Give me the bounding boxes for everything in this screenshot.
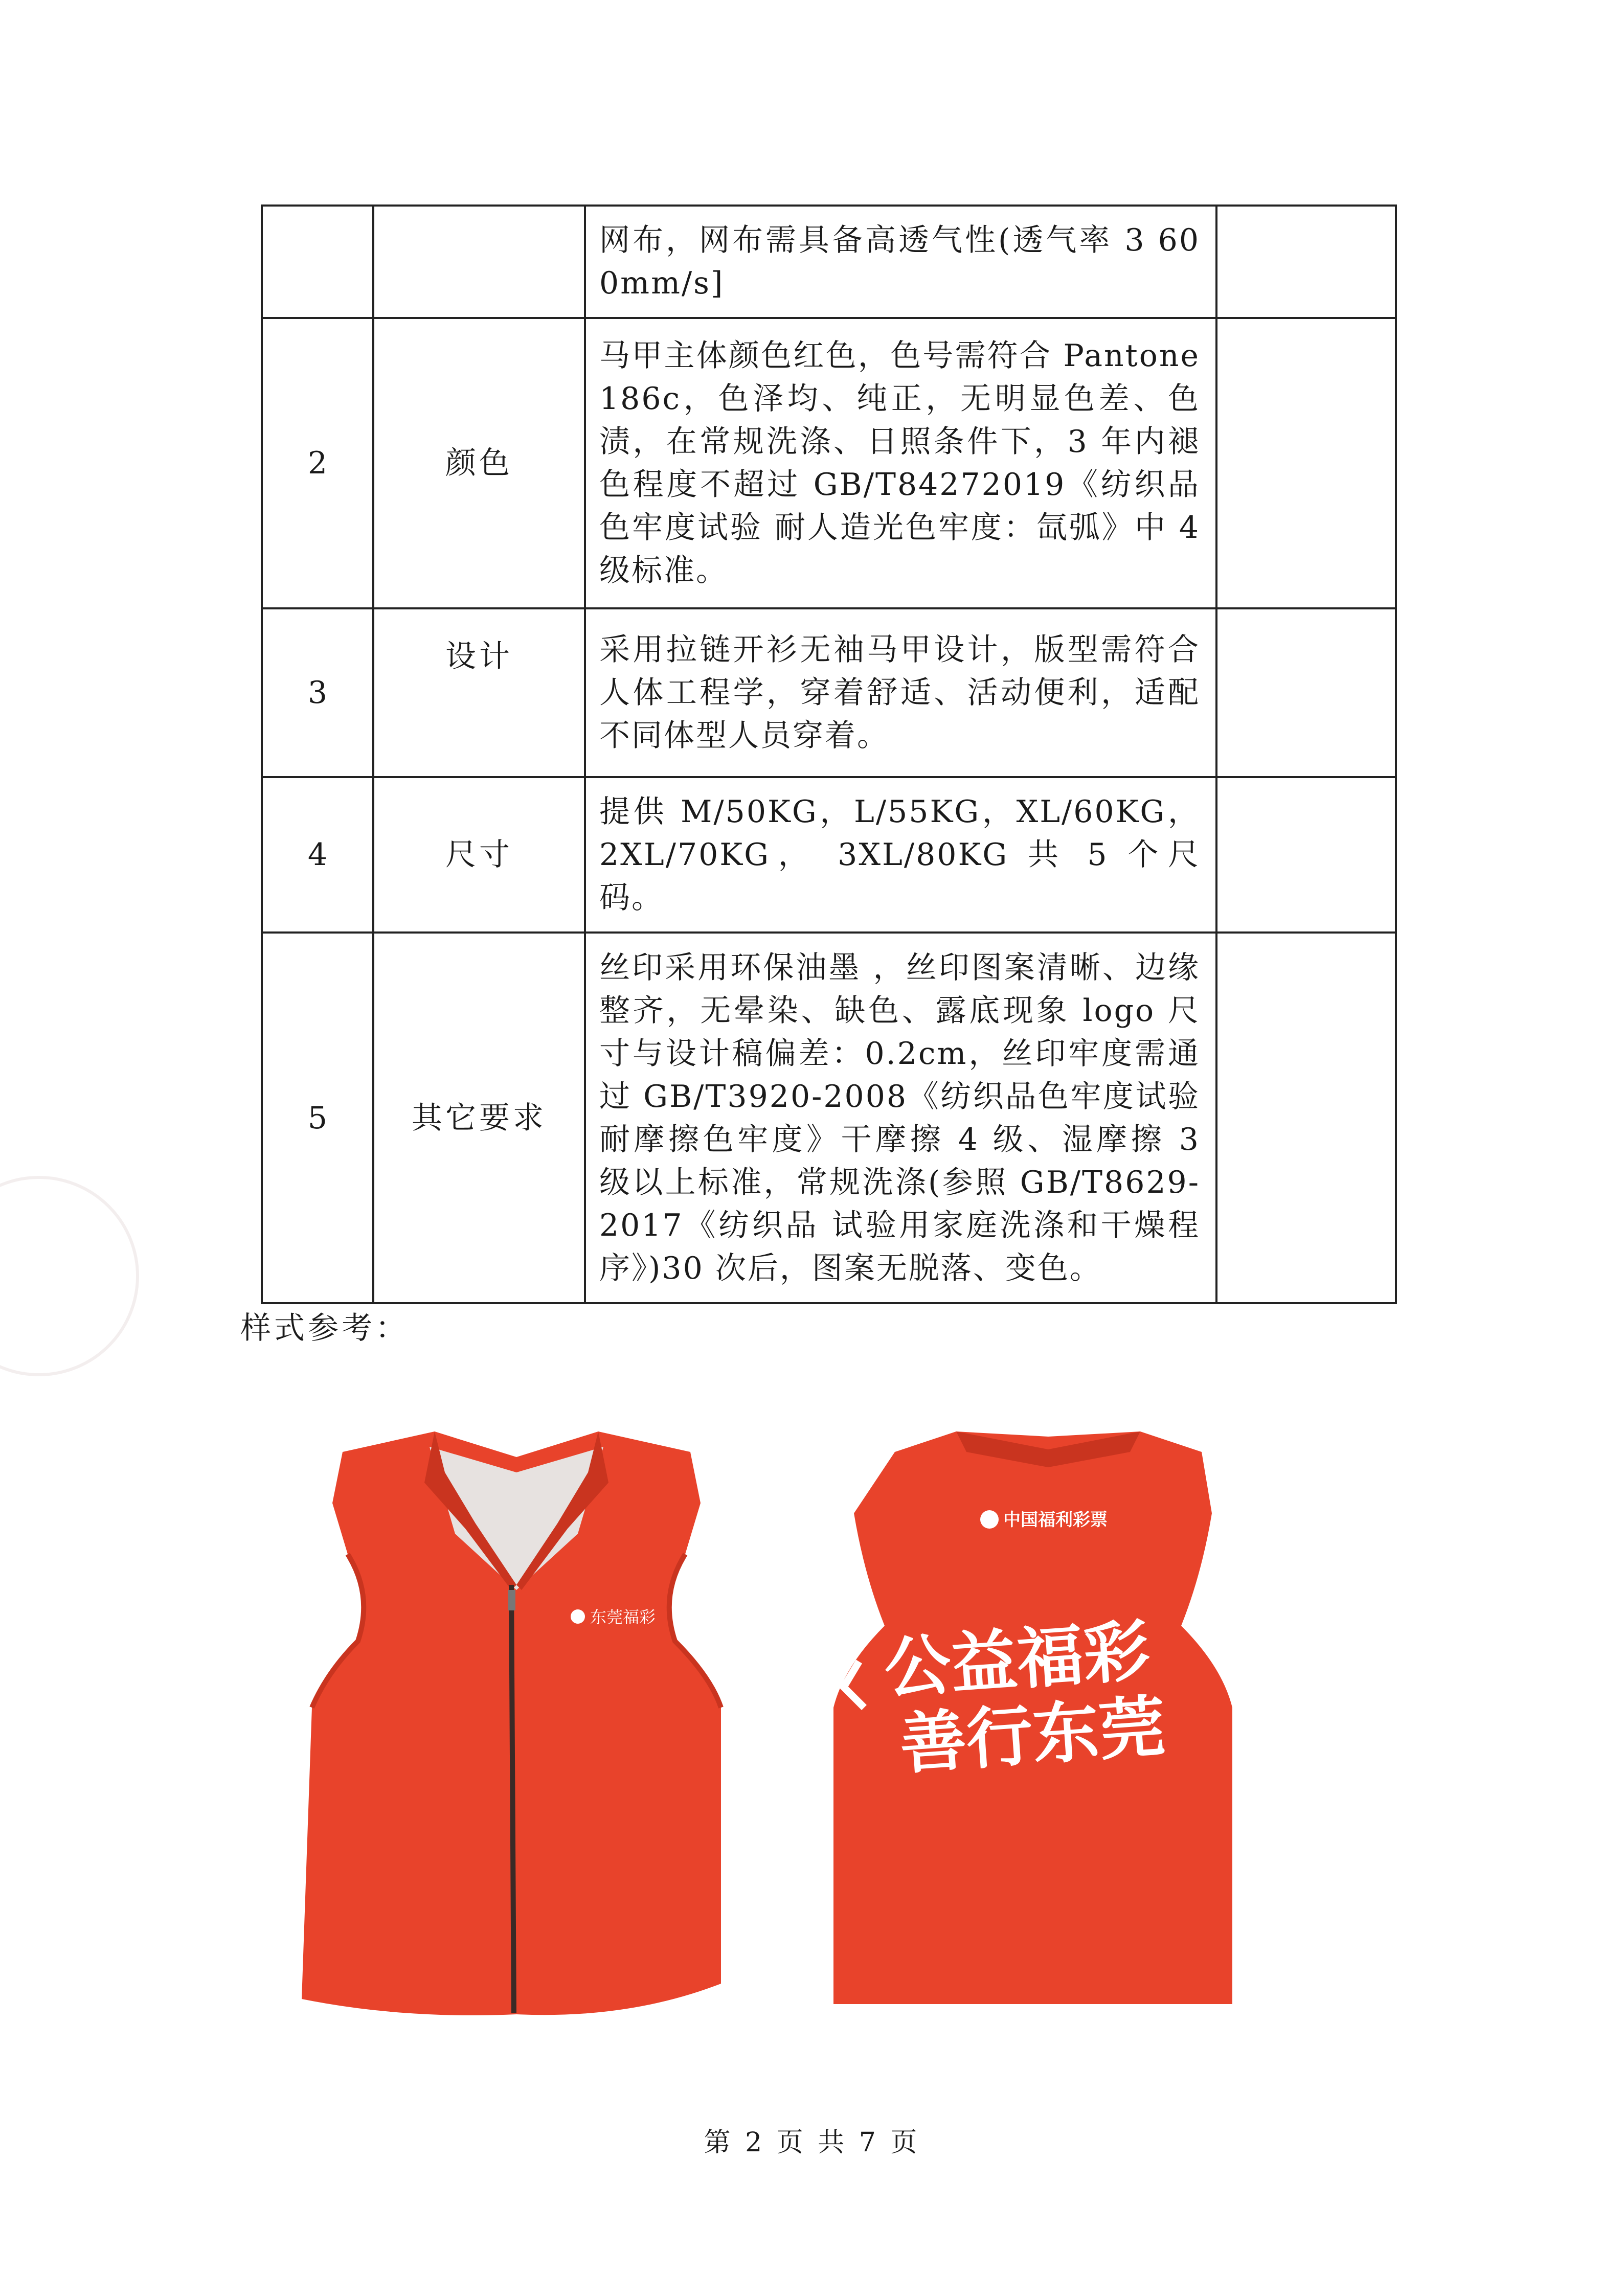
row-extra-cell	[1216, 318, 1396, 608]
row-number: 3	[262, 608, 373, 777]
back-logo-text: 中国福利彩票	[1003, 1510, 1108, 1530]
row-extra-cell	[1216, 777, 1396, 933]
row-description: 采用拉链开衫无袖马甲设计，版型需符合人体工程学，穿着舒适、活动便利，适配不同体型人员穿着。	[585, 608, 1216, 777]
vest-back-image	[823, 1421, 1273, 2014]
row-description: 提供 M/50KG，L/55KG，XL/60KG，2XL/70KG， 3XL/80KG 共 5 个尺码。	[585, 777, 1216, 933]
back-slogan-line1: 公益福彩	[882, 1611, 1153, 1708]
front-logo-mark	[571, 1609, 585, 1624]
front-logo-text: 东莞福彩	[590, 1607, 656, 1627]
row-description: 网布，网布需具备高透气性(透气率 3 600mm/s]	[585, 206, 1216, 318]
zipper-pull	[508, 1590, 515, 1610]
back-logo-mark	[980, 1510, 999, 1529]
row-extra-cell	[1216, 933, 1396, 1303]
row-item: 设计	[373, 608, 585, 777]
row-item: 尺寸	[373, 777, 585, 933]
page-number: 第 2 页 共 7 页	[704, 2127, 920, 2158]
row-item	[373, 206, 585, 318]
row-item: 颜色	[373, 318, 585, 608]
row-description: 马甲主体颜色红色，色号需符合 Pantone 186c，色泽均、纯正，无明显色差、色渍，在常规洗涤、日照条件下，3 年内褪色程度不超过 GB/T84272019《纺织品色牢度试验 耐人造光色牢度：氙弧》中 4 级标准。	[585, 318, 1216, 608]
zipper	[511, 1585, 514, 2013]
row-description: 丝印采用环保油墨 ，丝印图案清晰、边缘整齐，无晕染、缺色、露底现象 logo 尺寸与设计稿偏差：0.2cm，丝印牢度需通过 GB/T3920-2008《纺织品色牢度试验 耐摩擦色牢度》干摩擦 4 级、湿摩擦 3 级以上标准，常规洗涤(参照 GB/T8629-2017《纺织品 试验用家庭洗涤和干燥程序》)30 次后，图案无脱落、变色。	[585, 933, 1216, 1303]
table-row	[262, 777, 1396, 933]
spec-table	[261, 204, 1397, 1304]
row-number	[262, 206, 373, 318]
row-number: 4	[262, 777, 373, 933]
row-extra-cell	[1216, 608, 1396, 777]
style-reference-label: 样式参考：	[240, 1310, 409, 1346]
faint-seal-mark	[0, 1176, 139, 1376]
row-number: 2	[262, 318, 373, 608]
table-row	[262, 318, 1396, 608]
back-slogan-line2: 善行东莞	[897, 1687, 1168, 1784]
vest-front-image	[271, 1421, 762, 2025]
row-item: 其它要求	[373, 933, 585, 1303]
row-extra-cell	[1216, 206, 1396, 318]
table-row	[262, 933, 1396, 1303]
row-number: 5	[262, 933, 373, 1303]
table-row	[262, 608, 1396, 777]
table-row	[262, 206, 1396, 318]
